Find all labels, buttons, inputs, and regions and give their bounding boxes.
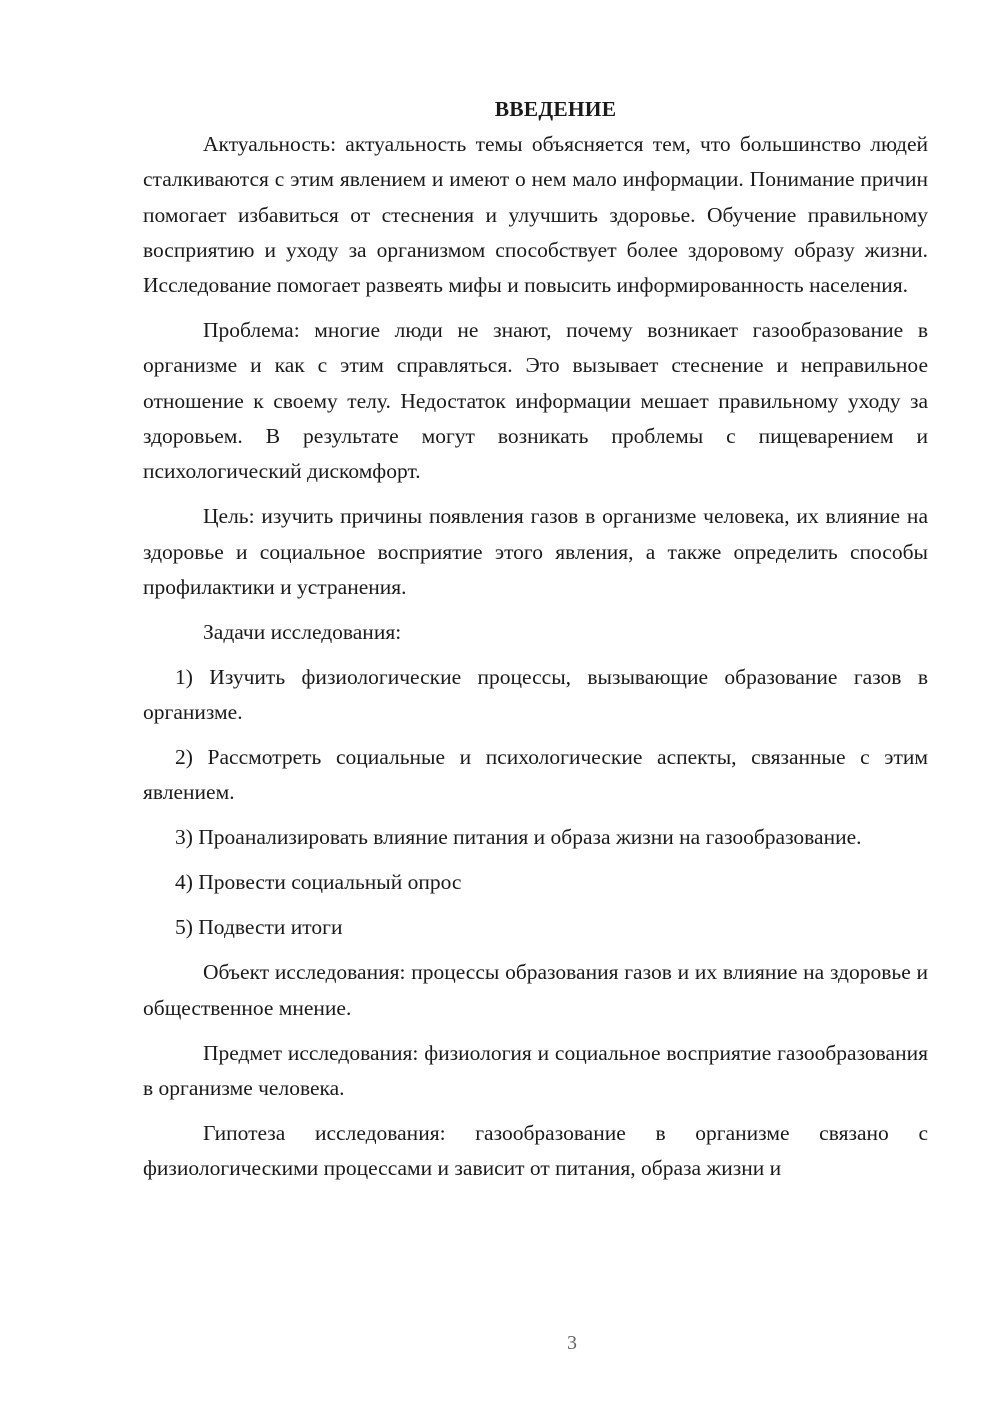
task-item: 1) Изучить физиологические процессы, вызывающие образование газов в организме. xyxy=(143,664,928,725)
page-content xyxy=(143,92,928,1187)
paragraph-problem: Проблема: многие люди не знают, почему возникает газообразование в организме и как с этим справляться. Это вызывает стеснение и неправильное отношение к своему телу. Недостаток информации мешает правильному уходу за здоровьем. В результате могут возникать проблемы с пищеварением и психологический дискомфорт. xyxy=(143,318,928,484)
tasks-list xyxy=(143,660,928,946)
paragraph-subject: Предмет исследования: физиология и социальное восприятие газообразования в организме человека. xyxy=(143,1040,928,1100)
paragraph-goal: Цель: изучить причины появления газов в организме человека, их влияние на здоровье и социальное восприятие этого явления, а также определить способы профилактики и устранения. xyxy=(143,504,928,599)
task-item: 5) Подвести итоги xyxy=(175,915,343,940)
paragraph-object: Объект исследования: процессы образования газов и их влияние на здоровье и общественное мнение. xyxy=(143,960,928,1020)
task-item: 3) Проанализировать влияние питания и образа жизни на газообразование. xyxy=(175,825,862,850)
section-title: ВВЕДЕНИЕ xyxy=(494,97,617,121)
page-number: 3 xyxy=(567,1332,577,1354)
task-item: 4) Провести социальный опрос xyxy=(175,870,462,895)
task-item: 2) Рассмотреть социальные и психологические аспекты, связанные с этим явлением. xyxy=(143,745,928,805)
paragraph-hypothesis: Гипотеза исследования: газообразование в организме связано с физиологическими процессами и зависит от питания, образа жизни и xyxy=(143,1120,928,1181)
paragraph-relevance: Актуальность: актуальность темы объясняется тем, что большинство людей сталкиваются с этим явлением и имеют о нем мало информации. Понимание причин помогает избавиться от стеснения и улучшить здоровье. Обучение правильному восприятию и уходу за организмом способствует более здоровому образу жизни. Исследование помогает развеять мифы и повысить информированность населения. xyxy=(143,132,928,298)
tasks-heading: Задачи исследования: xyxy=(203,619,402,644)
